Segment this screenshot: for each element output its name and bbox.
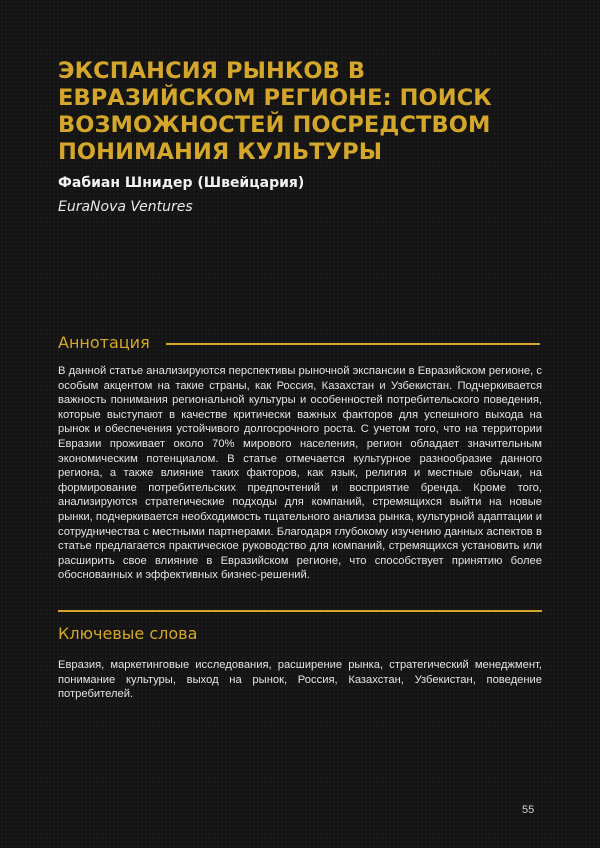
abstract-text: В данной статье анализируются перспективы рыночной экспансии в Евразийском регионе, с особым акцентом на такие страны, как Россия, Казахстан и Узбекистан. Подчеркивается важность понимания региональной культуры и особенностей потребительского поведения, которые выступают в качестве критически важных факторов для успешного выхода на рынок и обеспечения устойчивого долгосрочного роста. С учетом того, что на территории Евразии проживает около 70% мирового населения, регион обладает значительным экономическим потенциалом. В статье отмечается культурное разнообразие данного региона, а также влияние таких факторов, как язык, религия и местные обычаи, на формирование потребительских предпочтений и восприятие бренда. Кроме того, анализируются стратегические подходы для компаний, стремящихся выйти на новые рынки, подчеркивается необходимость тщательного анализа рынка, культурной адаптации и сотрудничества с местными партнерами. Благодаря глубокому изучению данных аспектов в статье предлагается практическое руководство для компаний, стремящихся установить или расширить свое влияние в Евразийском регионе, что способствует принятию более обоснованных и эффективных бизнес-решений. [58, 365, 542, 582]
page-number: 55 [522, 804, 535, 816]
abstract-heading-row [58, 333, 540, 352]
abstract-heading-rule [166, 343, 540, 345]
article-title: ЭКСПАНСИЯ РЫНКОВ В ЕВРАЗИЙСКОМ РЕГИОНЕ: ПОИСК ВОЗМОЖНОСТЕЙ ПОСРЕДСТВОМ ПОНИМАНИЯ КУЛЬТУРЫ [58, 58, 492, 165]
section-divider [58, 610, 542, 612]
author-name: Фабиан Шнидер (Швейцария) [58, 175, 305, 191]
author-affiliation: EuraNova Ventures [58, 199, 193, 215]
keywords-text: Евразия, маркетинговые исследования, расширение рынка, стратегический менеджмент, понимание культуры, выход на рынок, Россия, Казахстан, Узбекистан, поведение потребителей. [58, 659, 542, 701]
keywords-heading: Ключевые слова [58, 624, 198, 643]
abstract-heading: Аннотация [58, 333, 150, 352]
